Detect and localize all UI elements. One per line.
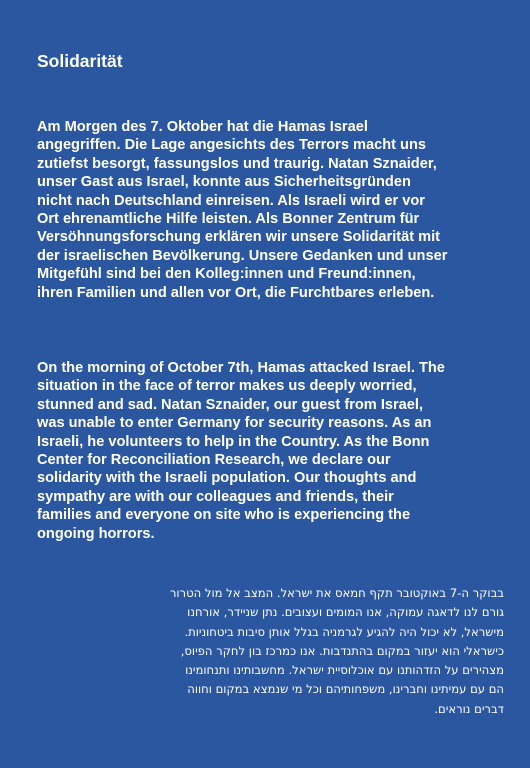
german-line: Am Morgen des 7. Oktober hat die Hamas Israel: [37, 119, 368, 135]
hebrew-line: דברים נוראים.: [434, 701, 504, 716]
english-line: sympathy are with our colleagues and friends, their: [37, 488, 394, 505]
english-statement: [37, 359, 497, 543]
german-line: ihren Familien und allen vor Ort, die Furchtbares erleben.: [37, 284, 435, 301]
hebrew-line: כישראלי הוא יעזור במקום בהתנדבות. אנו כמרכז בון לחקר הפיוס,: [180, 643, 504, 658]
german-line: unser Gast aus Israel, konnte aus Sicherheitsgründen: [37, 174, 411, 191]
english-line: was unable to enter Germany for security reasons. As an: [37, 415, 432, 432]
english-line: Israeli, he volunteers to help in the Country. As the Bonn: [37, 433, 430, 450]
german-line: angegriffen. Die Lage angesichts des Terrors macht uns: [37, 137, 426, 154]
hebrew-line: הם עם עמיתינו וחברינו, משפחותיהם וכל מי שנמצא במקום וחווה: [187, 682, 504, 697]
german-line: nicht nach Deutschland einreisen. Als Israeli wird er vor: [37, 192, 425, 209]
hebrew-line: בבוקר ה-7 באוקטובר תקף חמאס את ישראל. המצב אל מול הטרור: [169, 586, 504, 600]
english-line: situation in the face of terror makes us deeply worried,: [37, 378, 417, 395]
hebrew-line: מצהירים על הזדהותנו עם אוכלוסיית ישראל. מחשבותינו ותנחומינו: [185, 663, 504, 678]
english-line: solidarity with the Israeli population. Our thoughts and: [37, 470, 417, 487]
german-line: zutiefst besorgt, fassungslos und traurig. Natan Sznaider,: [37, 155, 437, 172]
english-line: Center for Reconciliation Research, we declare our: [37, 452, 391, 469]
english-line: stunned and sad. Natan Sznaider, our guest from Israel,: [37, 396, 424, 413]
german-line: Versöhnungsforschung erklären wir unsere Solidarität mit: [37, 229, 441, 246]
english-line: On the morning of October 7th, Hamas attacked Israel. The: [37, 360, 445, 376]
german-line: der israelischen Bevölkerung. Unsere Gedanken und unser: [37, 247, 448, 264]
english-line: families and everyone on site who is experiencing the: [37, 507, 411, 524]
german-line: Ort ehrenamtliche Hilfe leisten. Als Bonner Zentrum für: [37, 211, 420, 228]
german-statement: [37, 118, 497, 302]
english-line: ongoing horrors.: [37, 525, 155, 542]
hebrew-line: גורם לנו לדאגה עמוקה, אנו המומים ועצובים. נתן שניידר, אורחנו: [187, 605, 504, 620]
hebrew-statement: [34, 584, 504, 719]
page-title: Solidarität: [37, 51, 123, 71]
german-line: Mitgefühl sind bei den Kolleg:innen und Freund:innen,: [37, 266, 416, 283]
hebrew-line: מישראל, לא יכול היה להגיע לגרמניה בגלל אותן סיבות ביטחוניות.: [184, 624, 504, 639]
